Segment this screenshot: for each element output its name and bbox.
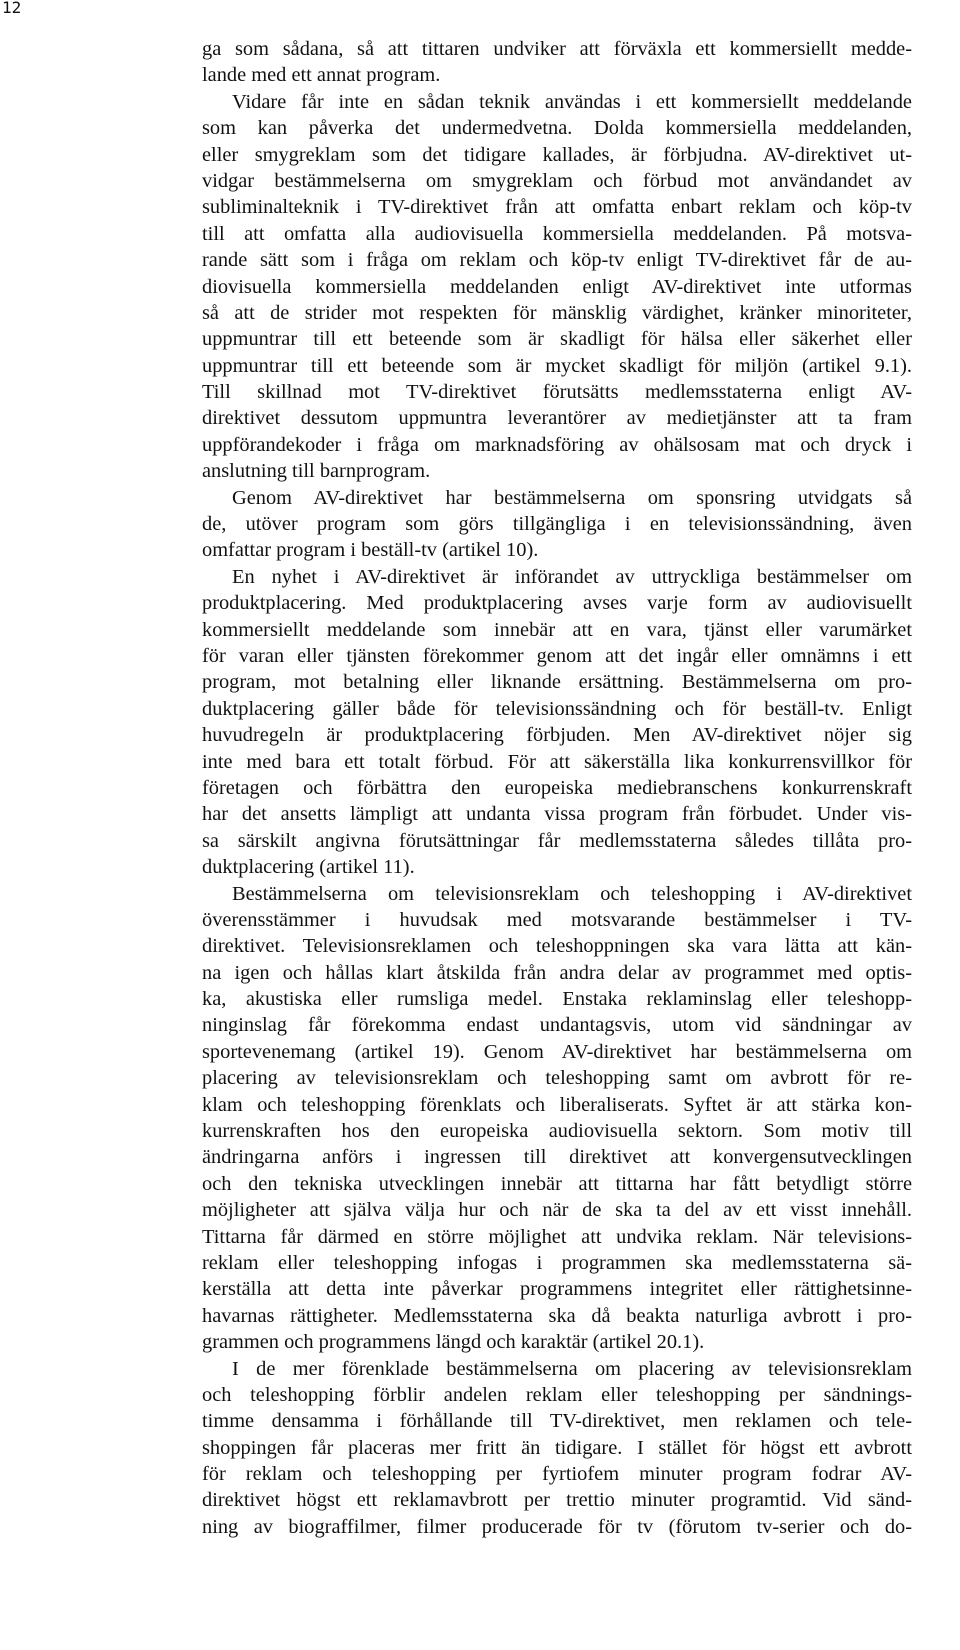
text-line: som kan påverka det undermedvetna. Dolda kommersiella meddelanden, bbox=[202, 117, 912, 140]
text-line: och den tekniska utvecklingen innebär att tittarna har fått betydligt större bbox=[202, 1172, 912, 1195]
text-line: Tittarna får därmed en större möjlighet att undvika reklam. När televisions- bbox=[202, 1225, 912, 1248]
text-line: eller smygreklam som det tidigare kallades, är förbjudna. AV-direktivet ut- bbox=[202, 143, 912, 166]
text-line: ning av biograffilmer, filmer producerade för tv (förutom tv-serier och do- bbox=[202, 1515, 912, 1538]
text-line: kerställa att detta inte påverkar programmens integritet eller rättighetsinne- bbox=[202, 1278, 912, 1301]
text-line: direktivet högst ett reklamavbrott per trettio minuter programtid. Vid sänd- bbox=[202, 1489, 912, 1512]
text-line: rande sätt som i fråga om reklam och köp-tv enligt TV-direktivet får de au- bbox=[202, 249, 912, 272]
text-line: Till skillnad mot TV-direktivet förutsätts medlemsstaterna enligt AV- bbox=[202, 381, 912, 404]
text-line: uppförandekoder i fråga om marknadsföring av ohälsosam mat och dryck i bbox=[202, 433, 912, 456]
text-line: överensstämmer i huvudsak med motsvarande bestämmelser i TV- bbox=[202, 908, 912, 931]
text-line: för reklam och teleshopping per fyrtiofem minuter program fodrar AV- bbox=[202, 1463, 912, 1486]
text-line: företagen och förbättra den europeiska mediebranschens konkurrenskraft bbox=[202, 776, 912, 799]
text-line: reklam eller teleshopping infogas i programmen ska medlemsstaterna sä- bbox=[202, 1251, 912, 1274]
text-line: placering av televisionsreklam och teleshopping samt om avbrott för re- bbox=[202, 1067, 912, 1090]
text-line: lande med ett annat program. bbox=[202, 64, 441, 87]
text-line: omfattar program i beställ-tv (artikel 10). bbox=[202, 539, 539, 562]
text-line: program, mot betalning eller liknande ersättning. Bestämmelserna om pro- bbox=[202, 671, 912, 694]
text-line: har det ansetts lämpligt att undanta vissa program från förbudet. Under vis- bbox=[202, 803, 912, 826]
text-line: de, utöver program som görs tillgängliga i en televisionssändning, även bbox=[202, 513, 912, 536]
text-line: möjligheter att själva välja hur och när de ska ta del av ett visst innehåll. bbox=[202, 1199, 912, 1222]
text-line: Genom AV-direktivet har bestämmelserna om sponsring utvidgats så bbox=[232, 486, 912, 509]
text-line: direktivet. Televisionsreklamen och teleshoppningen ska vara lätta att kän- bbox=[202, 935, 912, 958]
text-line: så att de strider mot respekten för mänsklig värdighet, kränker minoriteter, bbox=[202, 301, 912, 324]
text-line: klam och teleshopping förenklats och liberaliserats. Syftet är att stärka kon- bbox=[202, 1093, 912, 1116]
text-line: duktplacering (artikel 11). bbox=[202, 856, 415, 879]
text-line: anslutning till barnprogram. bbox=[202, 460, 431, 483]
text-line: havarnas rättigheter. Medlemsstaterna ska då beakta naturliga avbrott i pro- bbox=[202, 1304, 912, 1327]
text-line: timme densamma i förhållande till TV-direktivet, men reklamen och tele- bbox=[202, 1410, 912, 1433]
text-line: vidgar bestämmelserna om smygreklam och förbud mot användandet av bbox=[202, 169, 912, 192]
text-line: Bestämmelserna om televisionsreklam och teleshopping i AV-direktivet bbox=[232, 882, 912, 905]
text-line: ka, akustiska eller rumsliga medel. Enstaka reklaminslag eller teleshopp- bbox=[202, 988, 912, 1011]
text-line: ninginslag får förekomma endast undantagsvis, utom vid sändningar av bbox=[202, 1014, 912, 1037]
text-line: uppmuntrar till ett beteende som är skadligt för hälsa eller säkerhet eller bbox=[202, 328, 912, 351]
body-text bbox=[202, 36, 912, 1540]
text-line: och teleshopping förblir andelen reklam eller teleshopping per sändnings- bbox=[202, 1383, 912, 1406]
text-line: sa särskilt angivna förutsättningar får medlemsstaterna således tillåta pro- bbox=[202, 829, 912, 852]
text-line: ga som sådana, så att tittaren undviker att förväxla ett kommersiellt medde- bbox=[202, 38, 912, 60]
text-line: kurrenskraften hos den europeiska audiovisuella sektorn. Som motiv till bbox=[202, 1120, 912, 1143]
text-line: duktplacering gäller både för televisionssändning och för beställ-tv. Enligt bbox=[202, 697, 912, 720]
text-line: för varan eller tjänsten förekommer genom att det ingår eller omnämns i ett bbox=[202, 644, 912, 667]
text-line: En nyhet i AV-direktivet är införandet av uttryckliga bestämmelser om bbox=[232, 565, 912, 588]
text-line: kommersiellt meddelande som innebär att en vara, tjänst eller varumärket bbox=[202, 618, 912, 641]
text-line: subliminalteknik i TV-direktivet från att omfatta enbart reklam och köp-tv bbox=[202, 196, 912, 219]
text-line: inte med bara ett totalt förbud. För att säkerställa lika konkurrensvillkor för bbox=[202, 750, 912, 773]
text-line: direktivet dessutom uppmuntra leverantörer av medietjänster att ta fram bbox=[202, 407, 912, 430]
page-number: 12 bbox=[2, 0, 22, 17]
text-line: Vidare får inte en sådan teknik användas i ett kommersiellt meddelande bbox=[232, 90, 912, 113]
text-line: ändringarna anförs i ingressen till direktivet att konvergensutvecklingen bbox=[202, 1146, 912, 1169]
text-line: grammen och programmens längd och karaktär (artikel 20.1). bbox=[202, 1331, 705, 1354]
text-line: uppmuntrar till ett beteende som är mycket skadligt för miljön (artikel 9.1). bbox=[202, 354, 912, 377]
text-line: shoppingen får placeras mer fritt än tidigare. I stället för högst ett avbrott bbox=[202, 1436, 912, 1459]
text-line: I de mer förenklade bestämmelserna om placering av televisionsreklam bbox=[232, 1357, 912, 1380]
text-line: diovisuella kommersiella meddelanden enligt AV-direktivet inte utformas bbox=[202, 275, 912, 298]
text-line: na igen och hållas klart åtskilda från andra delar av programmet med optis- bbox=[202, 961, 912, 984]
text-line: huvudregeln är produktplacering förbjuden. Men AV-direktivet nöjer sig bbox=[202, 724, 912, 747]
text-line: sportevenemang (artikel 19). Genom AV-direktivet har bestämmelserna om bbox=[202, 1040, 912, 1063]
text-line: till att omfatta alla audiovisuella kommersiella meddelanden. På motsva- bbox=[202, 222, 912, 245]
text-line: produktplacering. Med produktplacering avses varje form av audiovisuellt bbox=[202, 592, 912, 615]
